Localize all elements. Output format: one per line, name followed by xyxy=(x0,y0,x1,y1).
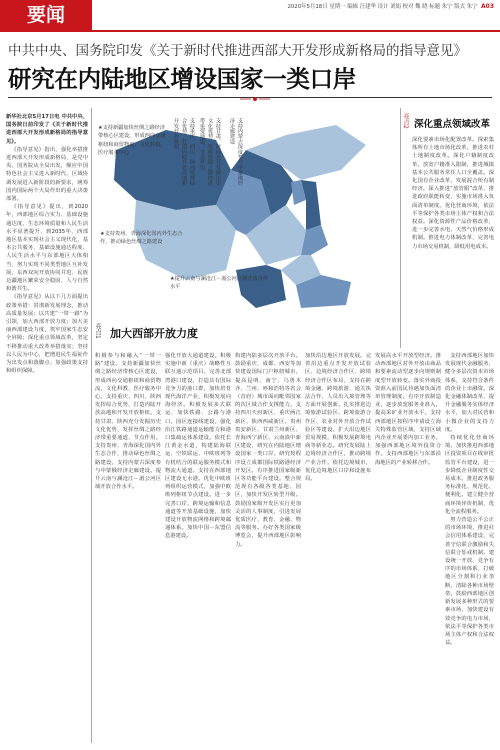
column-divider xyxy=(91,108,92,743)
callout-yunnan: ★提升云南与澜沧江－湄公河区域开放合作水平 xyxy=(170,276,269,291)
col9-paragraph: 支持西部地区加快发展现代金融服务，健全多层次资本市场体系，支持符合条件的企业上市融资。深化金融体制改革，提升金融服务实体经济水平，加大对民营和小微企业的支持力度。 xyxy=(445,353,494,433)
lead-paragraph: 中共中央、国务院日前印发了《关于新时代推进西部大开发形成新格局的指导意见》。 xyxy=(6,114,88,145)
col11-paragraph: 努力营造公平公正的市场环境，推进社会信用体系建设，完善守信联合激励和失信联合惩戒机制。建设统一开放、竞争有序的市场体系，打破地区分割和行业垄断，清除各种市场壁垒。鼓励西部地区创新发展多种形式的要素市场，加快建设有效竞争的电力市场，依法平等保护各类市场主体产权和合法权益。 xyxy=(445,517,494,647)
highlight-1-tag: 亮点1 xyxy=(94,323,101,339)
col1-paragraph-2: 《指导意见》提出，到2020年，西部地区综合实力、基础设施通达度、生态环境质量和人民生活水平显著提升，到2035年，西部地区基本实现社会主义现代化，基本公共服务、基础设施通达程度、人民生活水平与东部地区大体相当，努力实现不同类型地区互补发展、东西双向开放协同并进、民族边疆地区繁荣安全稳固、人与自然和谐共生。 xyxy=(6,204,88,293)
highlight-1-title: 加大西部开放力度 xyxy=(110,327,198,340)
byline: 新华社北京5月17日电 xyxy=(6,114,60,120)
article-kicker: 中共中央、国务院印发《关于新时代推进西部大开发形成新格局的指导意见》 xyxy=(8,43,467,59)
highlight-2-tag: 亮点2 xyxy=(402,113,409,129)
callout-xinjiang: ★支持新疆加快丝绸之路经济带核心区建设，形成西向交通枢纽和商贸物流、文化科教、医疗服务中心 xyxy=(98,125,166,157)
lead-column xyxy=(6,113,88,743)
callout-gz-qh: ★支持贵州、青海深化国内外生态合作，推动绿色丝绸之路建设 xyxy=(100,231,183,246)
body-col-6: 发展高水平开放型经济。推动西部地区对外开放由商品和要素流动型逐步向规则制度型开放转变。落实外商投资准入前国民待遇加负面清单管理制度，有序开放制造业，逐步放宽服务业准入，提高采矿业开放水平。支持西部地区按程序申请设立海关特殊监管区域，支持区域内企业开展委内加工业务。加强西部地区境外投资合作。支持西部地区与东部沿海地区的产业转移合作。 xyxy=(375,353,441,466)
col1-paragraph-1: 《指导意见》指出，强化举措推进西部大开发形成新格局，是党中央、国务院从全局出发，顺应中国特色社会主义进入新时代、区域协调发展进入新阶段的新要求，统筹国内国际两个大局作出的重大决策部署。 xyxy=(6,146,88,203)
section-tag: 要闻 xyxy=(0,0,92,30)
star-bullet-icon: ★ xyxy=(98,125,103,131)
body-col-3: 强化开放大通道建设。积极实施中新（重庆）战略性互联互通示范项目。完善北部湾港口建设，打造具有国际竞争力的港口群，加快培育现代海洋产业，积极发展向海经济。积极发展多式联运，加快铁路、公路与港口、园区连接线建设。强化沿江铁路通道运输能力和港口集疏运体系建设。依托长江黄金水道，构建陆海联运、空铁联运、中欧班列等有机结合的联运服务模式和物流大通道。支持在西部地区建设无水港。优化中欧班列组织运营模式，加强中欧班列枢纽节点建设。进一步完善口岸、跨境运输和信息通道等开放基础设施，加快建设开放物流网络和跨境邮递体系。加快中国－东盟信息港建设。 xyxy=(165,353,231,540)
page-number: A03 xyxy=(481,3,494,10)
body-col-9 xyxy=(445,352,494,742)
article-headline: 研究在内陆地区增设国家一类口岸 xyxy=(8,65,356,93)
callout-neimenggu: 支持内蒙古深度参与中蒙俄经济走廊建设 xyxy=(229,118,243,186)
page-header xyxy=(0,0,500,30)
header-rule xyxy=(0,30,500,32)
ornament-divider-icon xyxy=(240,96,270,102)
body-col-2: 积极参与和融入“一带一路”建设。支持新疆加快丝绸之路经济带核心区建设，形成西向交通枢纽和商贸物流、文化科教、医疗服务中心。支持重庆、四川、陕西发挥综合优势，打造内陆开放高地和开发开放枢纽。支持甘肃、陕西充分发掘历史文化优势，发挥丝绸之路经济带重要通道、节点作用。支持贵州、青海深化国内外生态合作，推动绿色丝绸之路建设。支持内蒙古深度参与中蒙俄经济走廊建设。提升云南与澜沧江－湄公河区域开放合作水平。 xyxy=(95,353,161,491)
callout-cq-sc-sx: 支持重庆、四川、陕西发挥综合优势，打造内陆开放高地和开发开放枢纽 xyxy=(173,118,195,186)
star-bullet-icon: ★ xyxy=(170,276,175,282)
header-meta xyxy=(96,2,494,10)
col1-paragraph-3: 《指导意见》从以下几方面提出政策举措：贯彻新发展理念，推动高质量发展；以共建“一带一路”为引领，加大西部开放力度；加大美丽西部建设力度，筑牢国家生态安全屏障；深化重点领域改革，坚定不移推动重大改革举措落实；坚持以人民为中心，把增进民生福祉作为出发点和落脚点；加强政策支持和组织保障。 xyxy=(6,294,88,375)
highlight-2-title: 深化重点领域改革 xyxy=(414,119,491,130)
body-col-4: 构建内陆多层次开放平台。鼓励重庆、成都、西安等加快建设国际门户枢纽城市，提高昆明、南宁、乌鲁木齐、兰州、呼和浩特等省会（首府）城市面向毗邻国家的次区域合作支撑能力。支持四川天府新区、重庆两江新区、陕西西咸新区、贵州贵安新区、甘肃兰州新区、青海西宁新区、云南滇中新区建设，研究在内陆地区增设国家一类口岸。研究按程序设立成都国际铁路港经济开发区。有序推进国家级新区等功能平台建设。整合规范现有各级各类基地、园区，加快开发区转型升级。鼓励国家级开发区实行更加灵活的人事制度，引进发展优质医疗、教育、金融、物流等服务。办好各类国家级博览会，提升西部地区影响力。 xyxy=(235,353,301,548)
col10-paragraph: 持续优化营商环境。加快推进西部地区投资项目在线审批监管平台建设，进一步降低企业制度性交易成本。推进政务服务标准化、规范化、便利化。建立健全营商环境评价机制，优化全流程服务。 xyxy=(445,435,494,515)
body-col-8: 深化要素市场化配置改革。探索集体所有土地市场化改革，推进农村土地制度改革。深化户籍制度改革，放宽户籍准入限制，推进城镇基本公共服务常住人口全覆盖。深化国有企业改革，发展混合所有制经济。深入推进“放管服”改革，推进政府职能转变，实施市场准入负面清单制度。优化营商环境，依法平等保护各类市场主体产权和合法权益。深化资源性产品价格改革，进一步完善水电、天然气价格形成机制。推进电力体制改革，完善电力市场交易机制，降低用电成本。 xyxy=(412,137,494,250)
star-bullet-icon: ★ xyxy=(100,231,105,237)
edition-info: 2020年5月18日 星期一 编辑 汪建华 设计 刘娟 校对 魏 晓 标题 朱宁 版式 朱宁 xyxy=(287,4,478,10)
map-region-shaanxi xyxy=(301,180,321,230)
callout-gs-sx: 支持甘肃、陕西充分发掘历史文化优势，发挥丝绸之路经济带重要通道、节点作用 xyxy=(199,118,221,186)
body-col-5: 加快沿边地区开放发展。完善沿边重点开发开放试验区、边境经济合作区、跨境经济合作区布局，支持在跨境金融、跨境旅游、通关执法合作、人员出入境管理等方面开展创新。扎实推进边境旅游试验区、跨境旅游合作区、农业对外开放合作试验区等建设。扩大沿边地区贸易规模，积极发展跨境电商等新业态。研究发展陆上边境经济合作区，推动跨境产业合作。依托边境城市，优化边境地区口岸和设施布局。 xyxy=(305,353,371,483)
right-column-divider xyxy=(400,108,401,348)
